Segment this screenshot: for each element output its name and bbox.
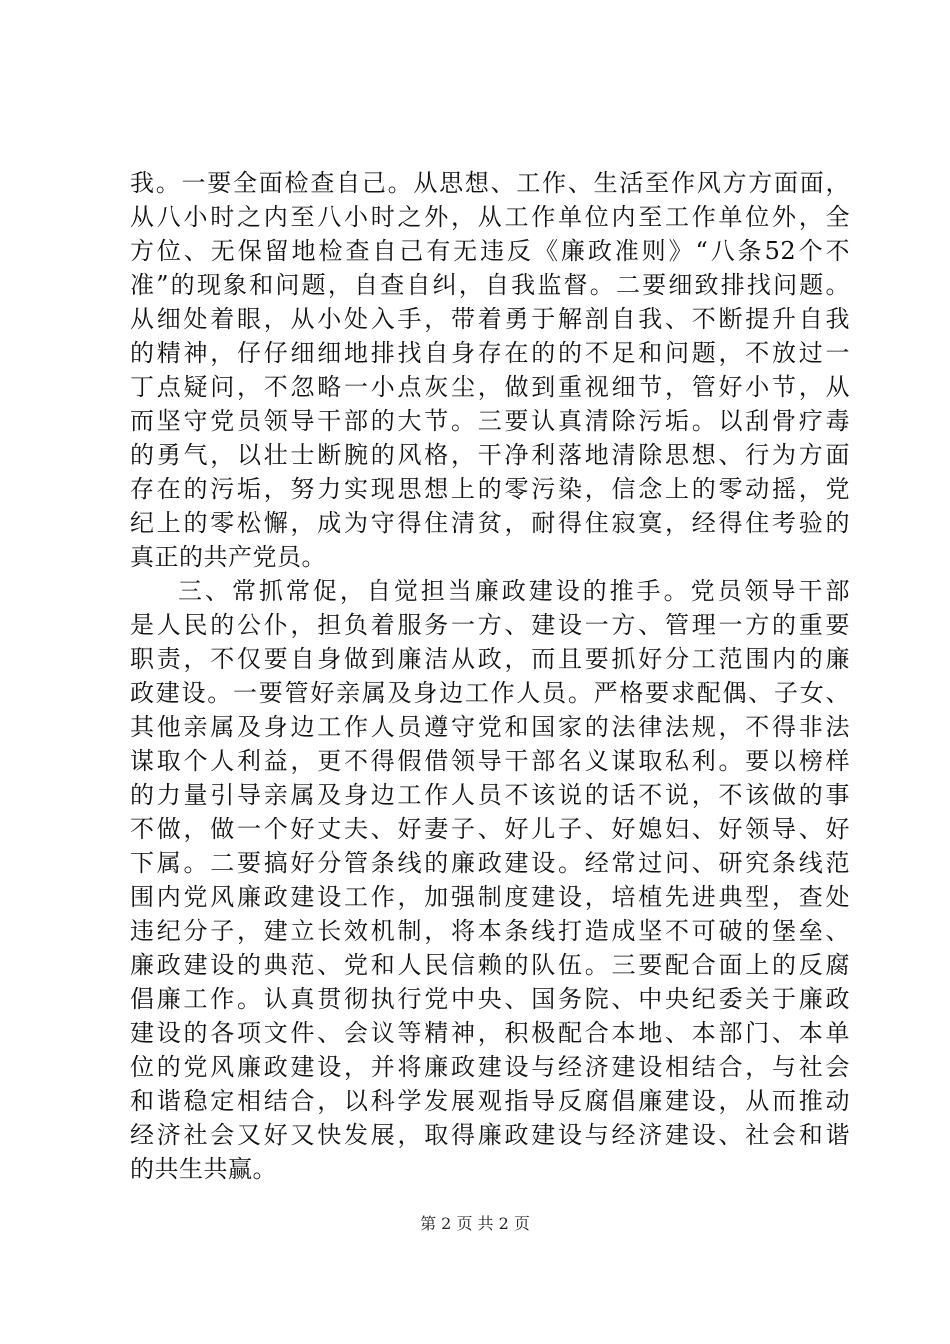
text-line: 真正的共产党员。 bbox=[130, 543, 326, 571]
text-line: 政建设。一要管好亲属及身边工作人员。严格要求配偶、子女、 bbox=[130, 679, 850, 707]
text-line: 的共生共赢。 bbox=[130, 1155, 277, 1183]
text-line: 从细处着眼，从小处入手，带着勇于解剖自我、不断提升自我 bbox=[130, 305, 850, 333]
text-line: 廉政建设的典范、党和人民信赖的队伍。三要配合面上的反腐 bbox=[130, 951, 850, 979]
text-line: 下属。二要搞好分管条线的廉政建设。经常过问、研究条线范 bbox=[130, 849, 850, 877]
text-line: 是人民的公仆，担负着服务一方、建设一方、管理一方的重要 bbox=[130, 611, 850, 639]
text-line: 的勇气，以壮士断腕的风格，干净利落地清除思想、行为方面 bbox=[130, 441, 850, 469]
text-line: 丁点疑问，不忽略一小点灰尘，做到重视细节，管好小节，从 bbox=[130, 373, 850, 401]
page-footer: 第 2 页 共 2 页 bbox=[420, 1214, 530, 1233]
text-line: 和谐稳定相结合，以科学发展观指导反腐倡廉建设，从而推动 bbox=[130, 1087, 850, 1115]
text-line: 倡廉工作。认真贯彻执行党中央、国务院、中央纪委关于廉政 bbox=[130, 985, 850, 1013]
text-line: 的精神，仔仔细细地排找自身存在的的不足和问题，不放过一 bbox=[130, 339, 850, 367]
section-heading-line: 三、常抓常促，自觉担当廉政建设的推手。党员领导干部 bbox=[178, 577, 850, 605]
text-line: 职责，不仅要自身做到廉洁从政，而且要抓好分工范围内的廉 bbox=[130, 645, 850, 673]
text-line: 违纪分子，建立长效机制，将本条线打造成坚不可破的堡垒、 bbox=[130, 917, 850, 945]
text-line: 准”的现象和问题，自查自纠，自我监督。二要细致排找问题。 bbox=[130, 271, 850, 299]
text-line: 我。一要全面检查自己。从思想、工作、生活至作风方方面面， bbox=[130, 169, 850, 197]
text-line: 不做，做一个好丈夫、好妻子、好儿子、好媳妇、好领导、好 bbox=[130, 815, 850, 843]
text-line: 存在的污垢，努力实现思想上的零污染，信念上的零动摇，党 bbox=[130, 475, 850, 503]
text-line: 方位、无保留地检查自己有无违反《廉政准则》“八条52个不 bbox=[130, 237, 850, 265]
text-line: 谋取个人利益，更不得假借领导干部名义谋取私利。要以榜样 bbox=[130, 747, 850, 775]
text-line: 位的党风廉政建设，并将廉政建设与经济建设相结合，与社会 bbox=[130, 1053, 850, 1081]
text-line: 经济社会又好又快发展，取得廉政建设与经济建设、社会和谐 bbox=[130, 1121, 850, 1149]
text-line: 围内党风廉政建设工作，加强制度建设，培植先进典型，查处 bbox=[130, 883, 850, 911]
text-line: 其他亲属及身边工作人员遵守党和国家的法律法规，不得非法 bbox=[130, 713, 850, 741]
text-line: 从八小时之内至八小时之外，从工作单位内至工作单位外，全 bbox=[130, 203, 850, 231]
body-text bbox=[130, 166, 850, 1186]
text-line: 纪上的零松懈，成为守得住清贫，耐得住寂寞，经得住考验的 bbox=[130, 509, 850, 537]
text-line: 建设的各项文件、会议等精神，积极配合本地、本部门、本单 bbox=[130, 1019, 850, 1047]
text-line: 而坚守党员领导干部的大节。三要认真清除污垢。以刮骨疗毒 bbox=[130, 407, 850, 435]
text-line: 的力量引导亲属及身边工作人员不该说的话不说，不该做的事 bbox=[130, 781, 850, 809]
